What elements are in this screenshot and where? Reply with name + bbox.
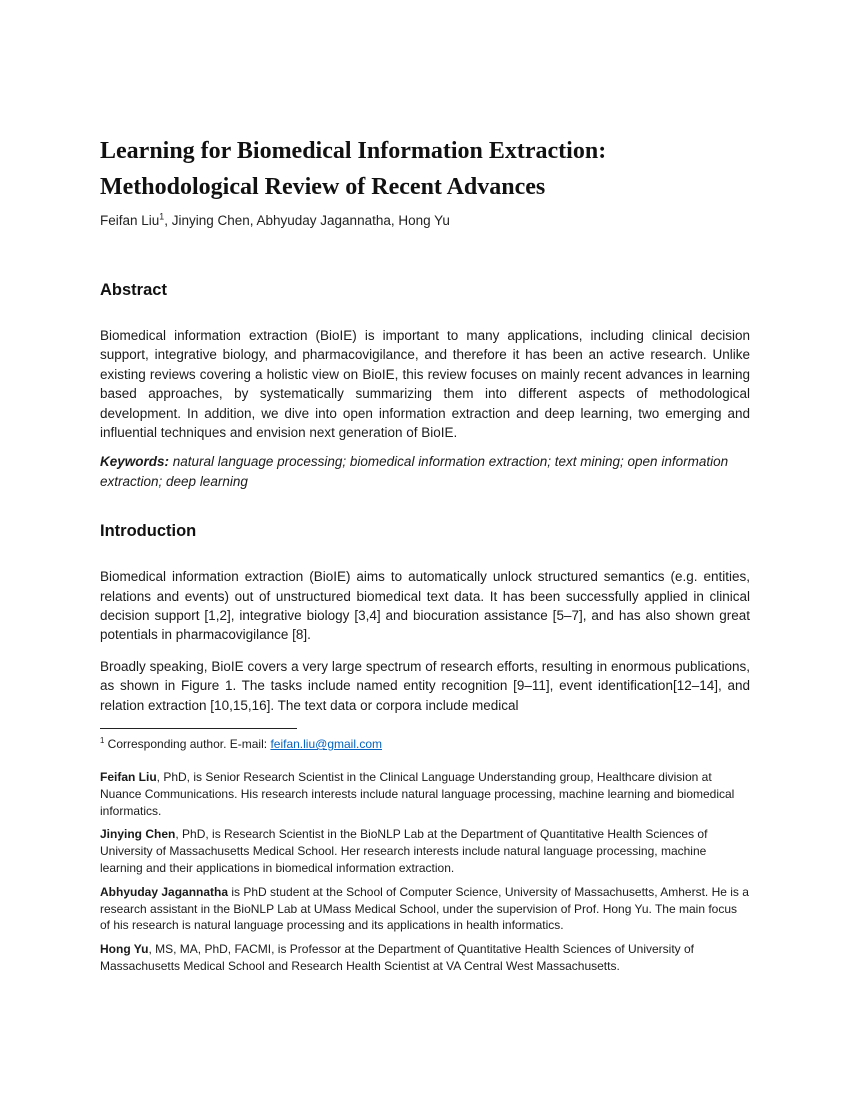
bio-abhyuday-jagannatha [100,884,750,934]
abstract-body: Biomedical information extraction (BioIE) is important to many applications, including clinical decision support, integrative biology, and pharmacovigilance, and therefore it has been an active research. Unlike existing reviews covering a holistic view on BioIE, this review focuses on mainly recent advances in learning based approaches, by systematically summarizing them into different aspects of methodological development. In addition, we dive into open information extraction and deep learning, two emerging and influential techniques and envision next generation of BioIE. [100,328,750,441]
bio-name: Jinying Chen [100,827,176,842]
keywords-line [100,452,750,491]
introduction-paragraph-2: Broadly speaking, BioIE covers a very large spectrum of research efforts, resulting in enormous publications, as shown in Figure 1. The tasks include named entity recognition [9–11], event identification[12–14], and relation extraction [10,15,16]. The text data or corpora include medical [100,658,750,713]
corresponding-author-footnote [100,736,750,753]
bio-name: Feifan Liu [100,770,157,785]
bio-text: , PhD, is Senior Research Scientist in the Clinical Language Understanding group, Healthcare division at Nuance Communications. His research interests include natural language processing, machine learning and biomedical informatics. [100,770,735,818]
author-rest: , Jinying Chen, Abhyuday Jagannatha, Hong Yu [164,213,450,228]
bio-name: Abhyuday Jagannatha [100,884,229,899]
paper-title-line2: Methodological Review of Recent Advances [100,174,546,200]
keywords-label: Keywords: [100,454,170,470]
author-footnote-marker: 1 [159,211,165,222]
footnote-divider [100,728,297,729]
author-bios [100,769,750,975]
abstract-heading: Abstract [100,281,167,299]
bio-name: Hong Yu [100,942,149,957]
paper-title [100,133,750,205]
bio-text: , MS, MA, PhD, FACMI, is Professor at the Department of Quantitative Health Sciences of University of Massachusetts Medical School and Research Health Scientist at VA Central West Massachusetts. [100,942,694,974]
bio-text: is PhD student at the School of Computer Science, University of Massachusetts, Amherst. He is a research assistant in the BioNLP Lab at UMass Medical School, under the supervision of Prof. Hong Yu. The main focus of his research is natural language processing and its applications in health informatics. [100,884,749,933]
footnote-text: Corresponding author. E-mail: [104,737,271,752]
author-line [100,211,750,230]
paper-title-line1: Learning for Biomedical Information Extraction: [100,138,607,164]
bio-jinying-chen [100,826,750,876]
author-first: Feifan Liu [100,213,160,228]
keywords-text: natural language processing; biomedical information extraction; text mining; open information extraction; deep learning [100,454,729,489]
bio-text: , PhD, is Research Scientist in the BioNLP Lab at the Department of Quantitative Health Sciences of University of Massachusetts Medical School. Her research interests include natural language processing, machine learning and their applications in biomedical information extraction. [100,827,708,876]
bio-feifan-liu [100,769,750,819]
bio-hong-yu [100,941,750,975]
introduction-paragraph-1: Biomedical information extraction (BioIE) aims to automatically unlock structured semantics (e.g. entities, relations and events) out of unstructured biomedical text data. It has been successfully applied in clinical decision support [1,2], integrative biology [3,4] and biocuration assistance [5–7], and has also shown great potentials in pharmacovigilance [8]. [100,569,750,643]
footnote-marker: 1 [100,736,105,746]
email-link[interactable]: feifan.liu@gmail.com [270,737,382,752]
introduction-heading: Introduction [100,522,197,541]
